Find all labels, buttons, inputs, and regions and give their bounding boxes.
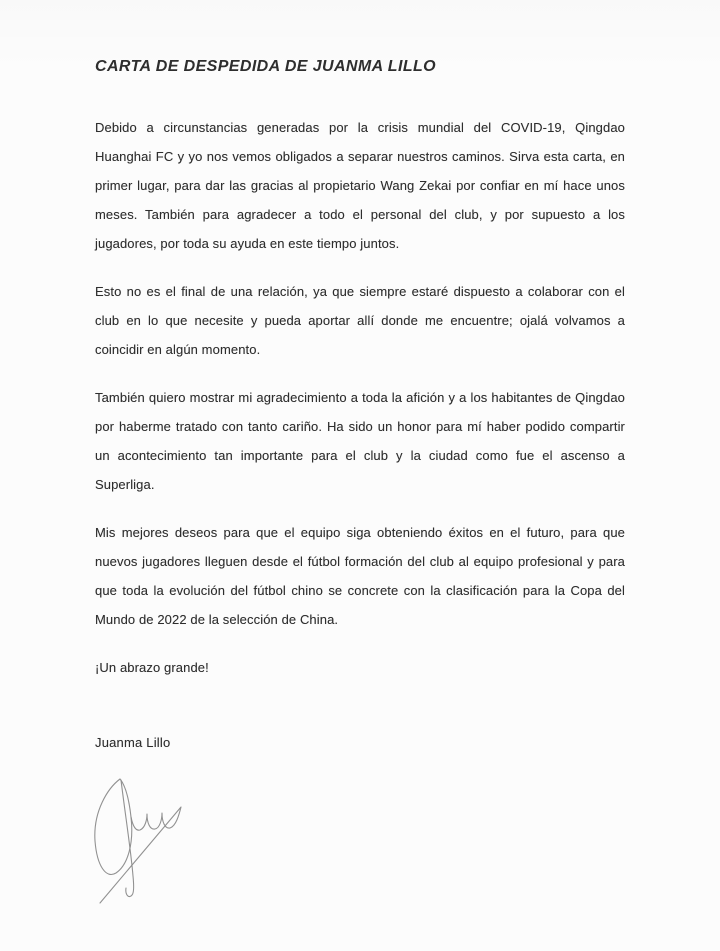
letter-paragraph-2: Esto no es el final de una relación, ya que siempre estaré dispuesto a colaborar con el club en lo que necesite y pueda aportar allí donde me encuentre; ojalá volvamos a coincidir en algún momento. xyxy=(95,284,625,357)
letter-paragraph-4: Mis mejores deseos para que el equipo siga obteniendo éxitos en el futuro, para que nuevos jugadores lleguen desde el fútbol formación del club al equipo profesional y para que toda la evolución del fútbol chino se concrete con la clasificación para la Copa del Mundo de 2022 de la selección de China. xyxy=(95,525,625,627)
letter-paragraph-3: También quiero mostrar mi agradecimiento a toda la afición y a los habitantes de Qingdao por haberme tratado con tanto cariño. Ha sido un honor para mí haber podido compartir un acontecimiento tan importante para el club y la ciudad como fue el ascenso a Superliga. xyxy=(95,390,625,492)
letter-closing: ¡Un abrazo grande! xyxy=(95,660,209,675)
handwritten-signature-icon xyxy=(87,773,277,923)
letter-title: CARTA DE DESPEDIDA DE JUANMA LILLO xyxy=(95,58,437,75)
signer-name: Juanma Lillo xyxy=(95,735,171,750)
letter-paragraph-1: Debido a circunstancias generadas por la crisis mundial del COVID-19, Qingdao Huanghai FC y yo nos vemos obligados a separar nuestros caminos. Sirva esta carta, en primer lugar, para dar las gracias al propietario Wang Zekai por confiar en mí hace unos meses. También para agradecer a todo el personal del club, y por supuesto a los jugadores, por toda su ayuda en este tiempo juntos. xyxy=(95,120,625,251)
